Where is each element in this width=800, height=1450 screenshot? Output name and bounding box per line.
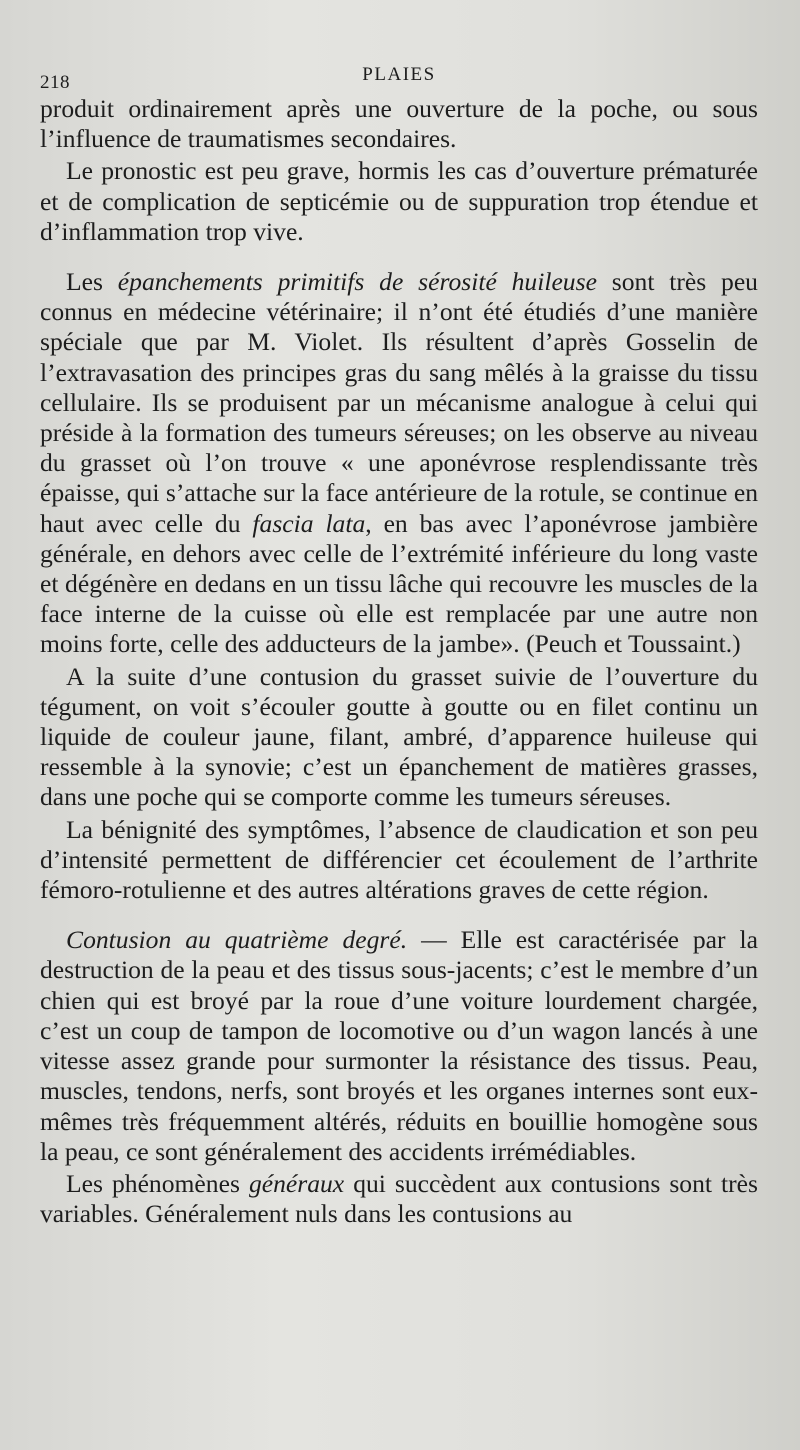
page-header [40, 58, 758, 94]
paragraph-prognosis [40, 156, 758, 247]
paragraph-oily-effusions [40, 267, 758, 660]
running-title: PLAIES [362, 64, 436, 85]
text-run: qui succèdent aux contusions sont très variables. Généralement nuls dans les contusions au [40, 1168, 758, 1229]
italic-term: généraux [248, 1168, 345, 1198]
italic-term: épanchements primitifs de sérosité huileuse [117, 267, 597, 297]
page-number: 218 [40, 72, 70, 93]
text-run: produit ordinairement après une ouverture de la poche, ou sous l’influence de traumatismes secondaires. [40, 94, 758, 154]
text-run: , en bas avec l’aponévrose jambière générale, en dehors avec celle de l’extrémité inférieure du long vaste et dégénère en dedans en un tissu lâche qui recouvre les muscles de la face interne de la cuisse où elle est remplacée par une autre non moins forte, celle des adducteurs de la jambe». (Peuch et Toussaint.) [40, 508, 759, 659]
text-run: Le pronostic est peu grave, hormis les cas d’ouverture prématurée et de complication de septicémie ou de suppuration trop étendue et d’inflammation trop vive. [40, 156, 758, 246]
paragraph-continuation [40, 94, 758, 154]
text-run: — Elle est caractérisée par la destruction de la peau et des tissus sous-jacents; c’est le membre d’un chien qui est broyé par la roue d’une voiture lourdement chargée, c’est un coup de tampon de locomotive ou d’un wagon lancés à une vitesse assez grande pour surmonter la résistance des tissus. Peau, muscles, tendons, nerfs, sont broyés et les organes internes sont eux-mêmes très fréquemment altérés, réduits en bouillie homogène sous la peau, ce sont généralement des accidents irrémédiables. [40, 925, 758, 1166]
section-heading: Contusion au quatrième degré. [66, 925, 408, 955]
italic-term: fascia lata [252, 508, 366, 538]
paragraph-general-phenomena [40, 1169, 758, 1229]
paragraph-benignity [40, 815, 758, 906]
text-run: Les [66, 267, 118, 297]
text-run: Les phénomènes [66, 1168, 249, 1198]
paragraph-grasset-contusion [40, 662, 758, 813]
text-run: La bénignité des symptômes, l’absence de claudication et son peu d’intensité permettent de différencier cet écoulement de l’arthrite fémoro-rotulienne et des autres altérations graves de cette région. [40, 814, 758, 905]
text-run: A la suite d’une contusion du grasset suivie de l’ouverture du tégument, on voit s’écouler goutte à goutte ou en filet continu un liquide de couleur jaune, filant, ambré, d’apparence huileuse qui ressemble à la synovie; c’est un épanchement de matières grasses, dans une poche qui se comporte comme les tumeurs séreuses. [40, 661, 758, 812]
paragraph-fourth-degree [40, 925, 758, 1167]
text-run: sont très peu connus en médecine vétérinaire; il n’ont été étudiés d’une manière spéciale que par M. Violet. Ils résultent d’après Gosselin de l’extravasation des principes gras du sang mêlés à la graisse du tissu cellulaire. Ils se produisent par un mécanisme analogue à celui qui préside à la formation des tumeurs séreuses; on les observe au niveau du grasset où l’on trouve « une aponévrose resplendissante très épaisse, qui s’attache sur la face antérieure de la rotule, se continue en haut avec celle du [40, 267, 758, 538]
